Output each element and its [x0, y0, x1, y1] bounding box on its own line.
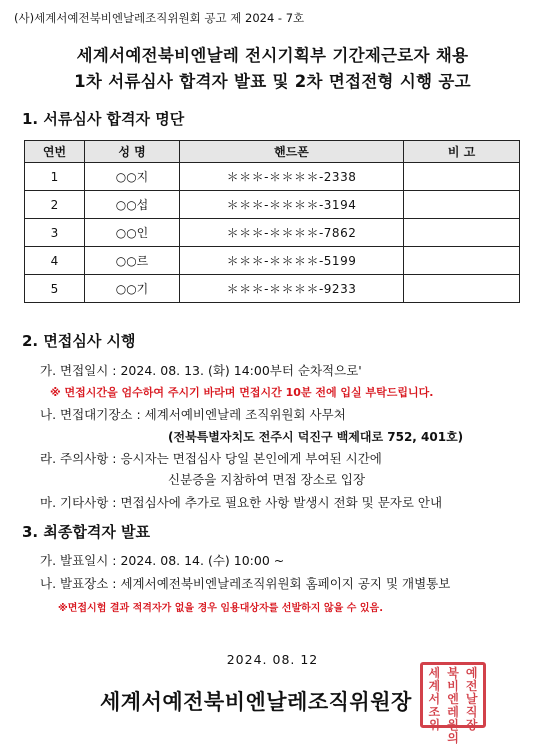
interview-datetime: 가. 면접일시 : 2024. 08. 13. (화) 14:00부터 순차적으로'	[40, 363, 362, 378]
seal-char: 비	[447, 679, 459, 693]
cell-number: 1	[25, 163, 85, 191]
column-header-name: 성 명	[85, 141, 180, 163]
interview-caution-continued: 신분증을 지참하여 면접 장소로 입장	[168, 472, 366, 487]
table-row	[25, 219, 520, 247]
document-reference: (사)세계서예전북비엔날레조직위원회 공고 제 2024 - 7호	[14, 11, 305, 25]
interview-caution: 라. 주의사항 : 응시자는 면접심사 당일 본인에게 부여된 시간에	[40, 451, 382, 466]
table-header-row	[25, 141, 520, 163]
final-selection-note: ※면접시험 결과 적격자가 없을 경우 임용대상자를 선발하지 않을 수 있음.	[58, 603, 383, 614]
cell-number: 5	[25, 275, 85, 303]
seal-char: 서	[428, 692, 441, 706]
seal-char: 날	[465, 692, 478, 706]
interview-address: (전북특별자치도 전주시 덕진구 백제대로 752, 401호)	[168, 430, 464, 444]
cell-note	[404, 219, 520, 247]
passers-table	[24, 140, 520, 303]
cell-phone: ＊＊＊-＊＊＊＊-7862	[180, 219, 404, 247]
seal-char: 직	[465, 705, 478, 719]
table-row	[25, 247, 520, 275]
interview-waiting-place: 나. 면접대기장소 : 세계서예비엔날레 조직위원회 사무처	[40, 407, 346, 422]
section-heading-final-result: 3. 최종합격자 발표	[22, 523, 151, 541]
section-heading-passers: 1. 서류심사 합격자 명단	[22, 110, 185, 128]
seal-char: 엔	[447, 692, 459, 706]
cell-phone: ＊＊＊-＊＊＊＊-5199	[180, 247, 404, 275]
cell-phone: ＊＊＊-＊＊＊＊-3194	[180, 191, 404, 219]
document-title-line-2: 1차 서류심사 합격자 발표 및 2차 면접전형 시행 공고	[74, 72, 471, 91]
seal-char: 세	[428, 666, 441, 680]
cell-number: 4	[25, 247, 85, 275]
cell-name: ○○기	[85, 275, 180, 303]
seal-char: 북	[447, 666, 459, 680]
seal-char: 장	[465, 718, 478, 732]
cell-note	[404, 191, 520, 219]
interview-other-info: 마. 기타사항 : 면접심사에 추가로 필요한 사항 발생시 전화 및 문자로 안내	[40, 495, 443, 510]
seal-char: 전	[465, 679, 478, 693]
section-heading-interview: 2. 면접심사 시행	[22, 332, 136, 350]
final-announcement-datetime: 가. 발표일시 : 2024. 08. 14. (수) 10:00 ~	[40, 553, 285, 568]
column-header-number: 연번	[25, 141, 85, 163]
cell-note	[404, 247, 520, 275]
cell-phone: ＊＊＊-＊＊＊＊-9233	[180, 275, 404, 303]
seal-char: 계	[428, 679, 441, 693]
seal-char: 위	[428, 718, 441, 732]
table-row	[25, 191, 520, 219]
final-announcement-place: 나. 발표장소 : 세계서예전북비엔날레조직위원회 홈페이지 공지 및 개별통보	[40, 576, 451, 591]
seal-char: 조	[428, 705, 441, 719]
cell-name: ○○지	[85, 163, 180, 191]
seal-char: 원	[447, 718, 459, 732]
document-title-line-1: 세계서예전북비엔날레 전시기획부 기간제근로자 채용	[76, 46, 469, 65]
signer-name: 세계서예전북비엔날레조직위원장	[100, 690, 412, 714]
cell-name: ○○섭	[85, 191, 180, 219]
seal-char: 레	[447, 705, 459, 719]
seal-char: 예	[465, 666, 478, 680]
cell-name: ○○인	[85, 219, 180, 247]
official-seal-icon	[420, 662, 486, 745]
cell-number: 2	[25, 191, 85, 219]
seal-char: 의	[447, 731, 459, 745]
announcement-date: 2024. 08. 12	[226, 652, 319, 667]
cell-phone: ＊＊＊-＊＊＊＊-2338	[180, 163, 404, 191]
cell-name: ○○르	[85, 247, 180, 275]
cell-note	[404, 275, 520, 303]
cell-note	[404, 163, 520, 191]
cell-number: 3	[25, 219, 85, 247]
interview-punctuality-note: ※ 면접시간을 엄수하여 주시기 바라며 면접시간 10분 전에 입실 부탁드립니다.	[50, 386, 434, 399]
column-header-phone: 핸드폰	[180, 141, 404, 163]
table-row	[25, 163, 520, 191]
column-header-note: 비 고	[404, 141, 520, 163]
table-row	[25, 275, 520, 303]
